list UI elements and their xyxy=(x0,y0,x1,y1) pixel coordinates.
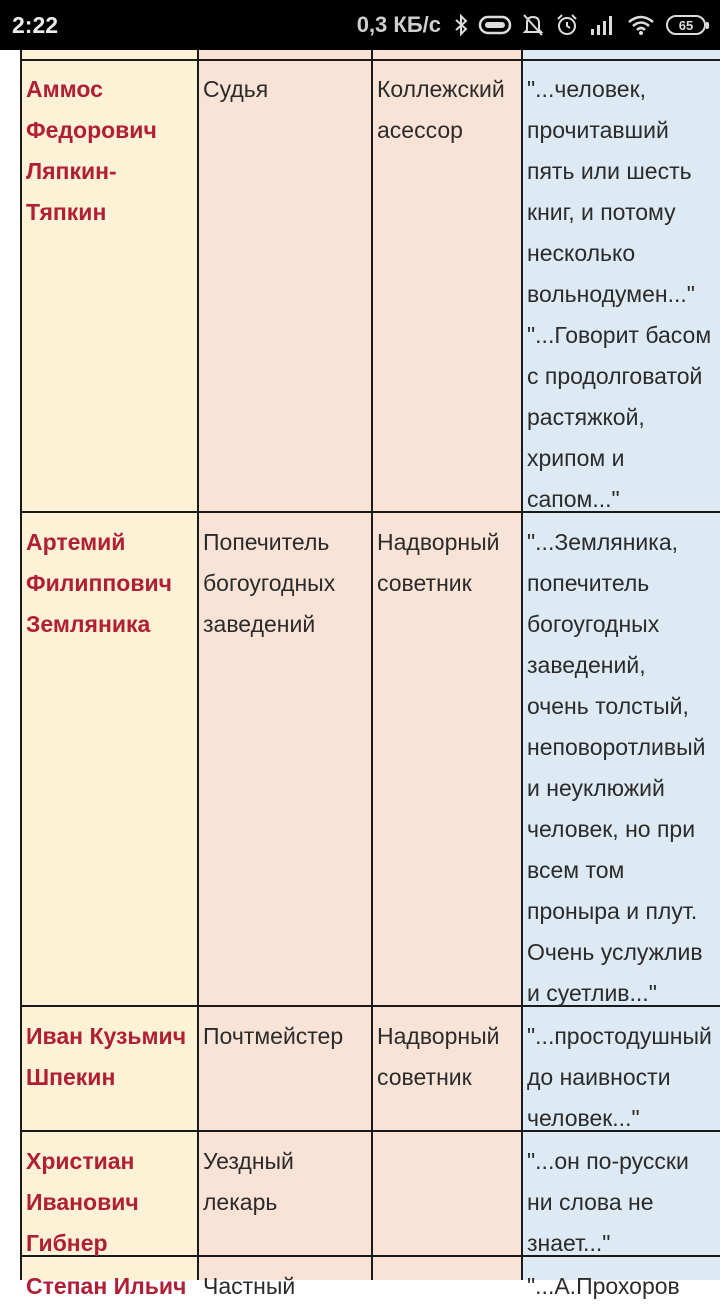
character-position: Частный xyxy=(203,1273,296,1299)
character-description: "...Земляника, попечитель богоугодных заведений, очень толстый, неповоротливый и неуклюжий человек, но при всем том проныра и плут. Очень услужлив и суетлив..." xyxy=(527,529,706,1006)
signal-icon xyxy=(590,14,616,36)
character-rank: Надворный советник xyxy=(377,529,500,596)
character-description: "...человек, прочитавший пять или шесть книг, и потому несколько вольнодумен..." "...Говорит басом с продолговатой растяжкой, хрипом и сапом..." xyxy=(527,76,712,512)
table-row xyxy=(0,1133,720,1255)
status-bar xyxy=(0,0,720,50)
vr-icon xyxy=(479,15,511,35)
table-row xyxy=(0,514,720,1005)
character-rank: Коллежский асессор xyxy=(377,76,505,143)
character-rank: Надворный советник xyxy=(377,1023,500,1090)
clock: 2:22 xyxy=(12,11,59,38)
alarm-icon xyxy=(555,13,579,37)
character-position: Уездный лекарь xyxy=(203,1148,294,1215)
status-icons xyxy=(357,12,706,38)
table-row xyxy=(0,61,720,511)
table-row xyxy=(0,1258,720,1299)
table-row xyxy=(0,1008,720,1130)
character-position: Судья xyxy=(203,76,269,102)
character-name[interactable]: Иван Кузьмич Шпекин xyxy=(26,1023,187,1090)
character-name[interactable]: Степан Ильич xyxy=(26,1273,187,1299)
character-description: "...простодушный до наивности человек..." xyxy=(527,1023,712,1131)
bluetooth-icon xyxy=(454,13,468,37)
wifi-icon xyxy=(627,14,655,36)
mute-icon xyxy=(522,13,544,37)
character-name[interactable]: Христиан Иванович Гибнер xyxy=(26,1148,139,1256)
character-name[interactable]: Артемий Филиппович Земляника xyxy=(26,529,172,637)
battery-level: 65 xyxy=(678,17,694,33)
character-position: Попечитель богоугодных заведений xyxy=(203,529,336,637)
character-position: Почтмейстер xyxy=(203,1023,344,1049)
character-description: "...А.Прохоров xyxy=(527,1273,680,1299)
battery-icon xyxy=(666,15,706,35)
network-speed: 0,3 КБ/с xyxy=(356,12,441,37)
character-name[interactable]: Аммос Федорович Ляпкин- Тяпкин xyxy=(26,76,157,225)
character-description: "...он по-русски ни слова не знает..." xyxy=(527,1148,689,1256)
